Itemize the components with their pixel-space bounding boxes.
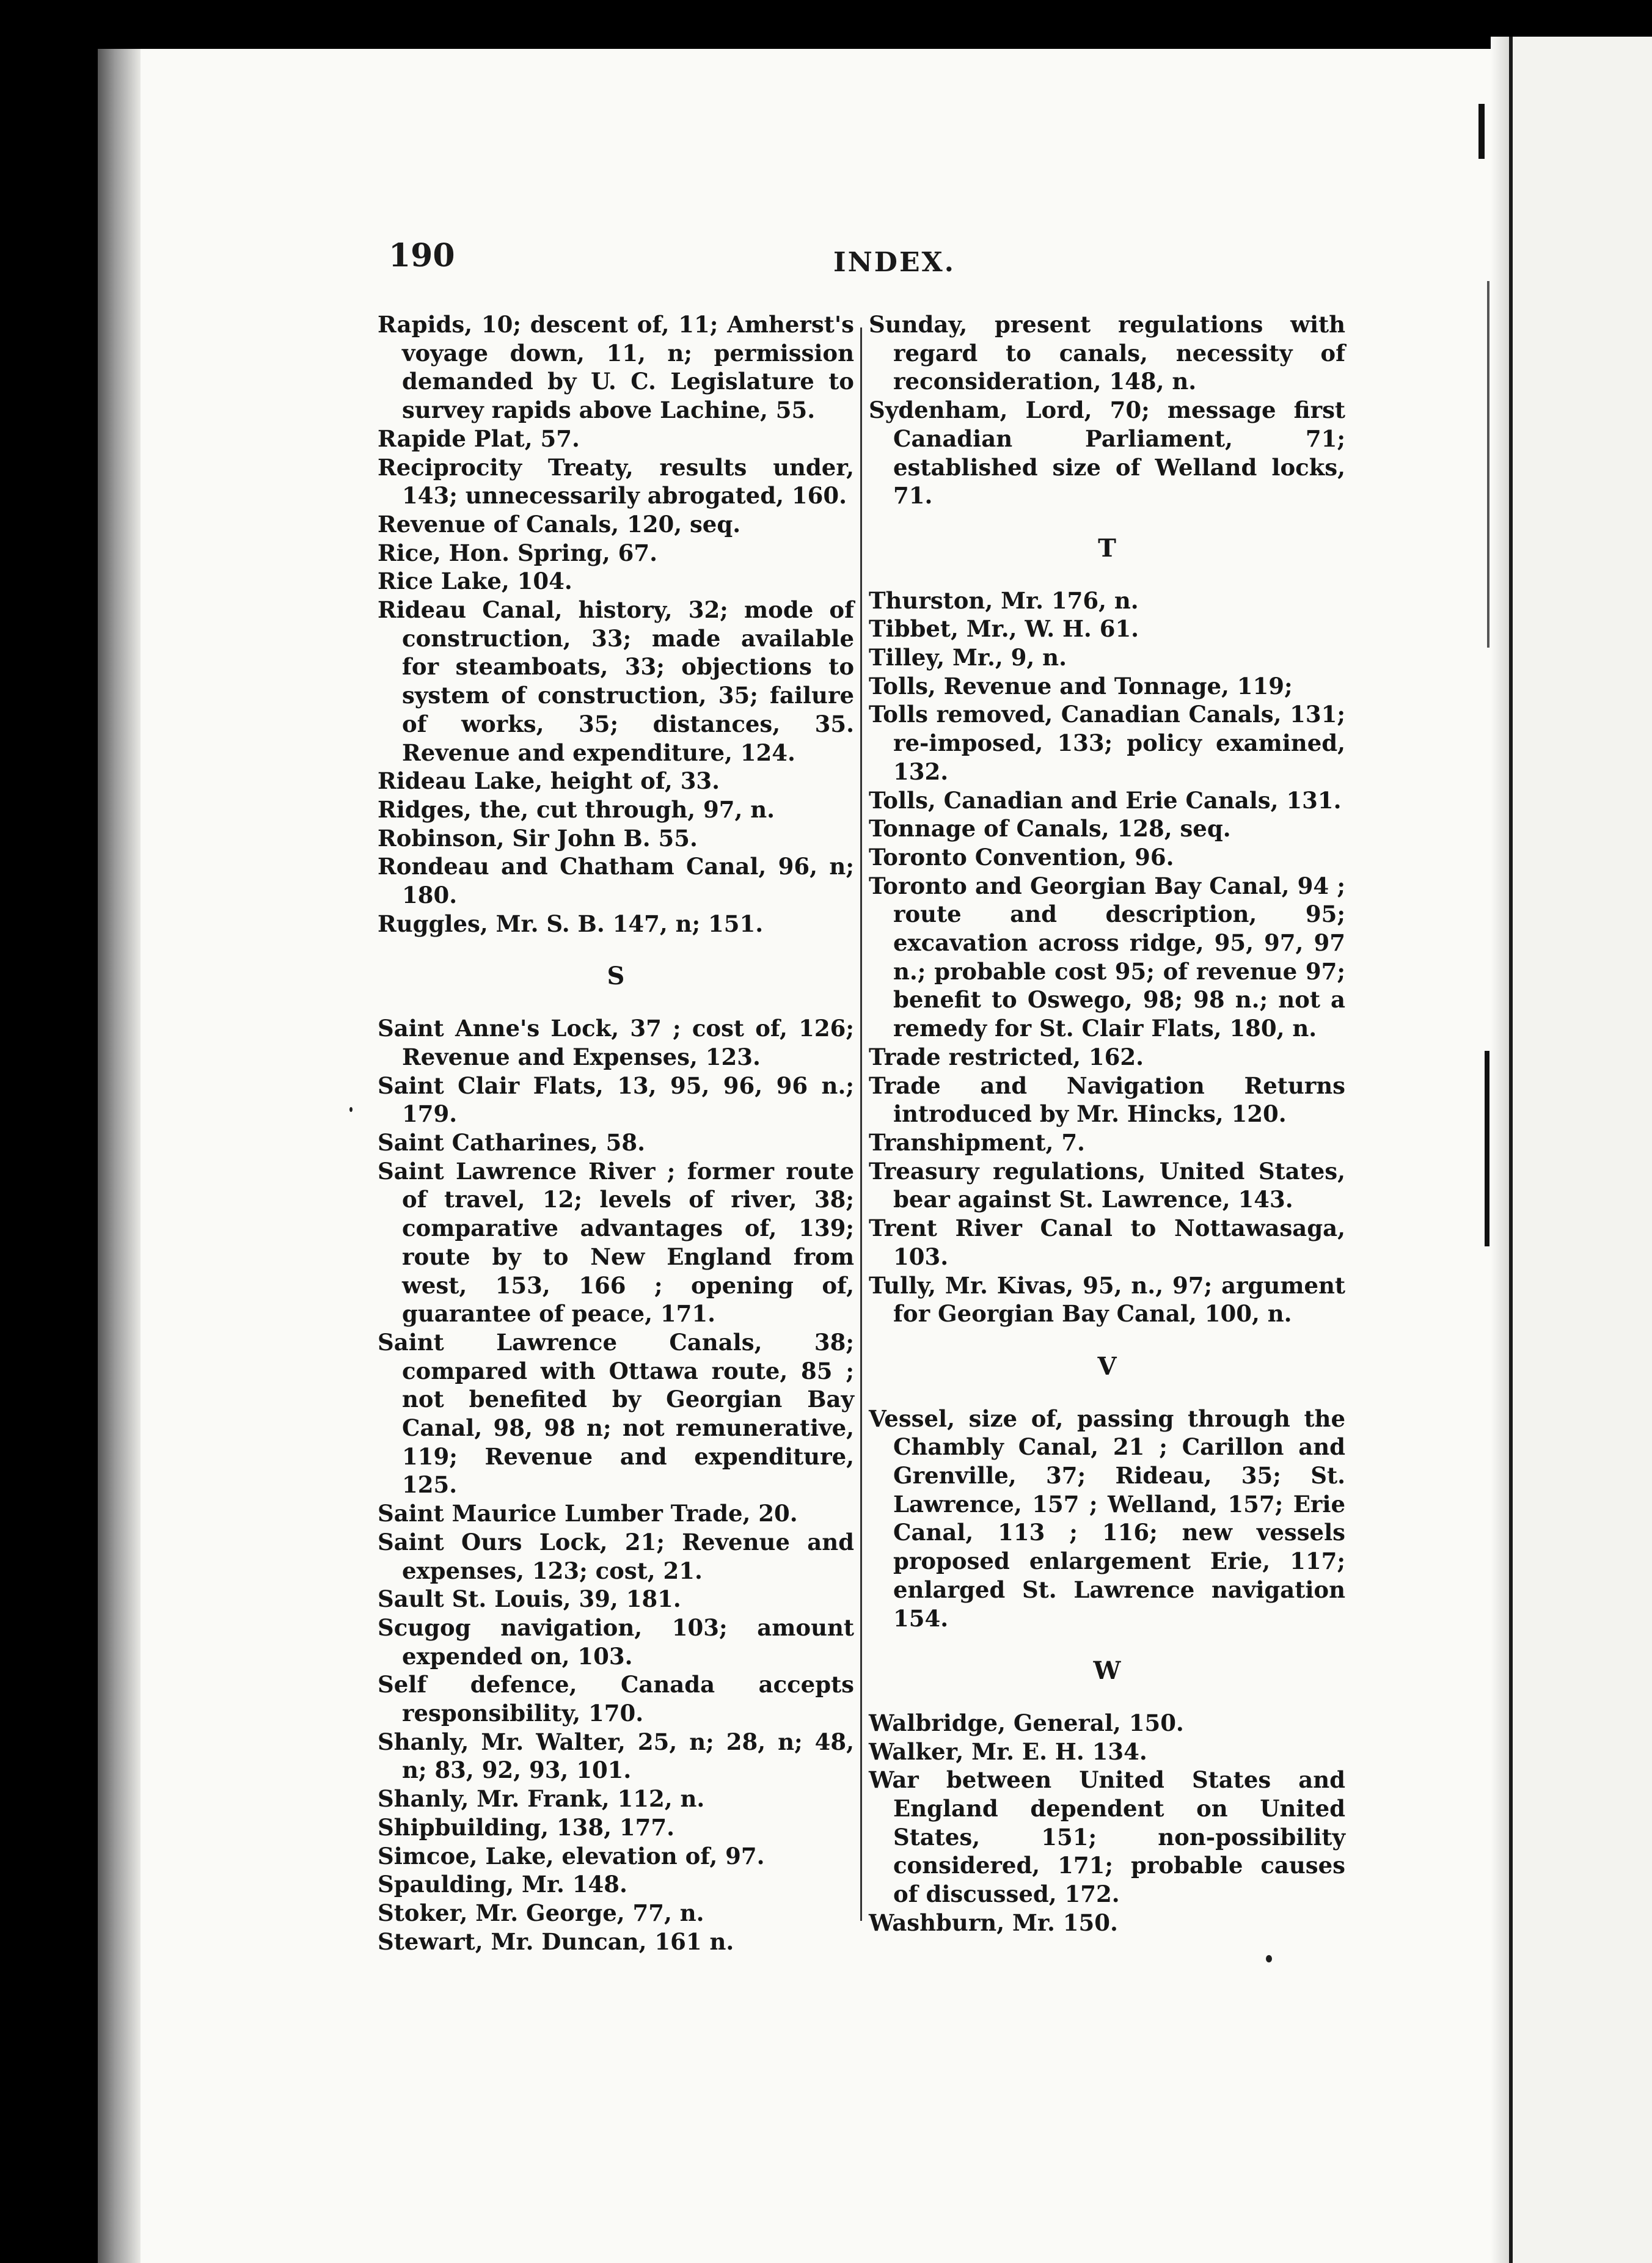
index-entry: Ridges, the, cut through, 97, n. (378, 795, 775, 823)
index-entry: Tilley, Mr., 9, n. (869, 644, 1067, 671)
index-entry: Toronto Convention, 96. (869, 843, 1174, 871)
index-entry: War between United States and England dependent on United States, 151; non-possibility considered, 171; probable causes of discussed, 172. (869, 1766, 1345, 1908)
index-entry: Tully, Mr. Kivas, 95, n., 97; argument for Georgian Bay Canal, 100, n. (869, 1271, 1345, 1328)
index-entry: Tibbet, Mr., W. H. 61. (869, 615, 1139, 643)
column-divider (860, 327, 862, 1921)
index-entry: Tonnage of Canals, 128, seq. (869, 815, 1231, 843)
index-entry: Saint Lawrence Canals, 38; compared with Ottawa route, 85 ; not benefited by Georgian Bay Canal, 98, 98 n; not remunerative, 119; Revenue and expenditure, 125. (378, 1328, 854, 1499)
page-number: 190 (389, 237, 455, 274)
index-column-right (869, 310, 1345, 1937)
index-entry: Saint Catharines, 58. (378, 1128, 645, 1156)
index-entry: Robinson, Sir John B. 55. (378, 824, 698, 852)
section-letter-heading: S (607, 962, 625, 991)
index-entry: Transhipment, 7. (869, 1128, 1085, 1156)
index-entry: Sunday, present regulations with regard to canals, necessity of reconsideration, 148, n. (869, 311, 1345, 395)
index-entry: Rice Lake, 104. (378, 568, 572, 595)
index-entry: Rideau Lake, height of, 33. (378, 767, 720, 795)
index-entry: Spaulding, Mr. 148. (378, 1871, 627, 1898)
scan-edge-mark (1478, 104, 1485, 159)
index-entry: Saint Clair Flats, 13, 95, 96, 96 n.; 179. (378, 1072, 854, 1128)
index-entry: Ruggles, Mr. S. B. 147, n; 151. (378, 910, 764, 937)
ink-speck (349, 1107, 353, 1112)
index-entry: Shipbuilding, 138, 177. (378, 1813, 675, 1841)
index-entry: Saint Lawrence River ; former route of travel, 12; levels of river, 38; comparative advantages of, 139; route by to New England from west, 153, 166 ; opening of, guarantee of peace, 171. (378, 1157, 854, 1328)
index-entry: Trade and Navigation Returns introduced by Mr. Hincks, 120. (869, 1072, 1345, 1128)
section-letter-heading: V (1097, 1351, 1117, 1381)
index-entry: Washburn, Mr. 150. (869, 1909, 1118, 1936)
facing-page-edge (1509, 37, 1652, 2263)
section-letter-heading: W (1093, 1656, 1121, 1686)
index-entry: Trent River Canal to Nottawasaga, 103. (869, 1215, 1345, 1270)
index-entry: Shanly, Mr. Walter, 25, n; 28, n; 48, n; 83, 92, 93, 101. (378, 1728, 854, 1784)
index-entry: Tolls, Revenue and Tonnage, 119; (869, 672, 1293, 700)
index-entry: Tolls removed, Canadian Canals, 131; re-imposed, 133; policy examined, 132. (869, 701, 1345, 785)
index-entry: Trade restricted, 162. (869, 1043, 1144, 1070)
running-head: INDEX. (833, 247, 956, 278)
index-entry: Reciprocity Treaty, results under, 143; unnecessarily abrogated, 160. (378, 453, 854, 510)
index-entry: Rideau Canal, history, 32; mode of construction, 33; made available for steamboats, 33; objections to system of construction, 35; failure of works, 35; distances, 35. Revenue and expenditure, 124. (378, 596, 854, 766)
scan-edge-mark (1485, 1051, 1489, 1246)
index-entry: Saint Maurice Lumber Trade, 20. (378, 1500, 798, 1527)
ink-speck (1266, 1955, 1272, 1962)
index-entry: Thurston, Mr. 176, n. (869, 587, 1139, 614)
index-entry: Sydenham, Lord, 70; message first Canadian Parliament, 71; established size of Welland locks, 71. (869, 397, 1345, 510)
index-entry: Sault St. Louis, 39, 181. (378, 1585, 681, 1613)
index-entry: Rice, Hon. Spring, 67. (378, 539, 657, 566)
index-entry: Simcoe, Lake, elevation of, 97. (378, 1842, 765, 1870)
index-entry: Vessel, size of, passing through the Chambly Canal, 21 ; Carillon and Grenville, 37; Rideau, 35; St. Lawrence, 157 ; Welland, 157; Erie Canal, 113 ; 116; new vessels proposed enlargement Erie, 117; enlarged St. Lawrence navigation 154. (869, 1405, 1345, 1632)
index-entry: Treasury regulations, United States, bear against St. Lawrence, 143. (869, 1157, 1345, 1213)
index-entry: Walbridge, General, 150. (869, 1709, 1184, 1736)
index-entry: Saint Ours Lock, 21; Revenue and expenses, 123; cost, 21. (378, 1528, 854, 1584)
index-entry: Stewart, Mr. Duncan, 161 n. (378, 1928, 734, 1955)
index-entry: Revenue of Canals, 120, seq. (378, 510, 741, 538)
index-entry: Walker, Mr. E. H. 134. (869, 1738, 1147, 1765)
index-entry: Toronto and Georgian Bay Canal, 94 ; route and description, 95; excavation across ridge, 95, 97, 97 n.; probable cost 95; of revenue 97; benefit to Oswego, 98; 98 n.; not a remedy for St. Clair Flats, 180, n. (869, 872, 1345, 1042)
index-entry: Self defence, Canada accepts responsibility, 170. (378, 1671, 854, 1727)
index-entry: Saint Anne's Lock, 37 ; cost of, 126; Revenue and Expenses, 123. (378, 1015, 854, 1070)
index-entry: Tolls, Canadian and Erie Canals, 131. (869, 786, 1342, 814)
scan-edge-mark (1487, 281, 1489, 648)
section-letter-heading: T (1098, 533, 1116, 563)
index-entry: Shanly, Mr. Frank, 112, n. (378, 1785, 705, 1813)
index-entry: Scugog navigation, 103; amount expended on, 103. (378, 1614, 854, 1670)
index-column-left (378, 310, 854, 1956)
index-entry: Rapide Plat, 57. (378, 425, 580, 452)
index-entry: Rapids, 10; descent of, 11; Amherst's voyage down, 11, n; permission demanded by U. C. Legislature to survey rapids above Lachine, 55. (378, 311, 854, 424)
index-entry: Rondeau and Chatham Canal, 96, n; 180. (378, 853, 854, 909)
index-entry: Stoker, Mr. George, 77, n. (378, 1899, 704, 1926)
page-binding-shadow (98, 49, 141, 2263)
